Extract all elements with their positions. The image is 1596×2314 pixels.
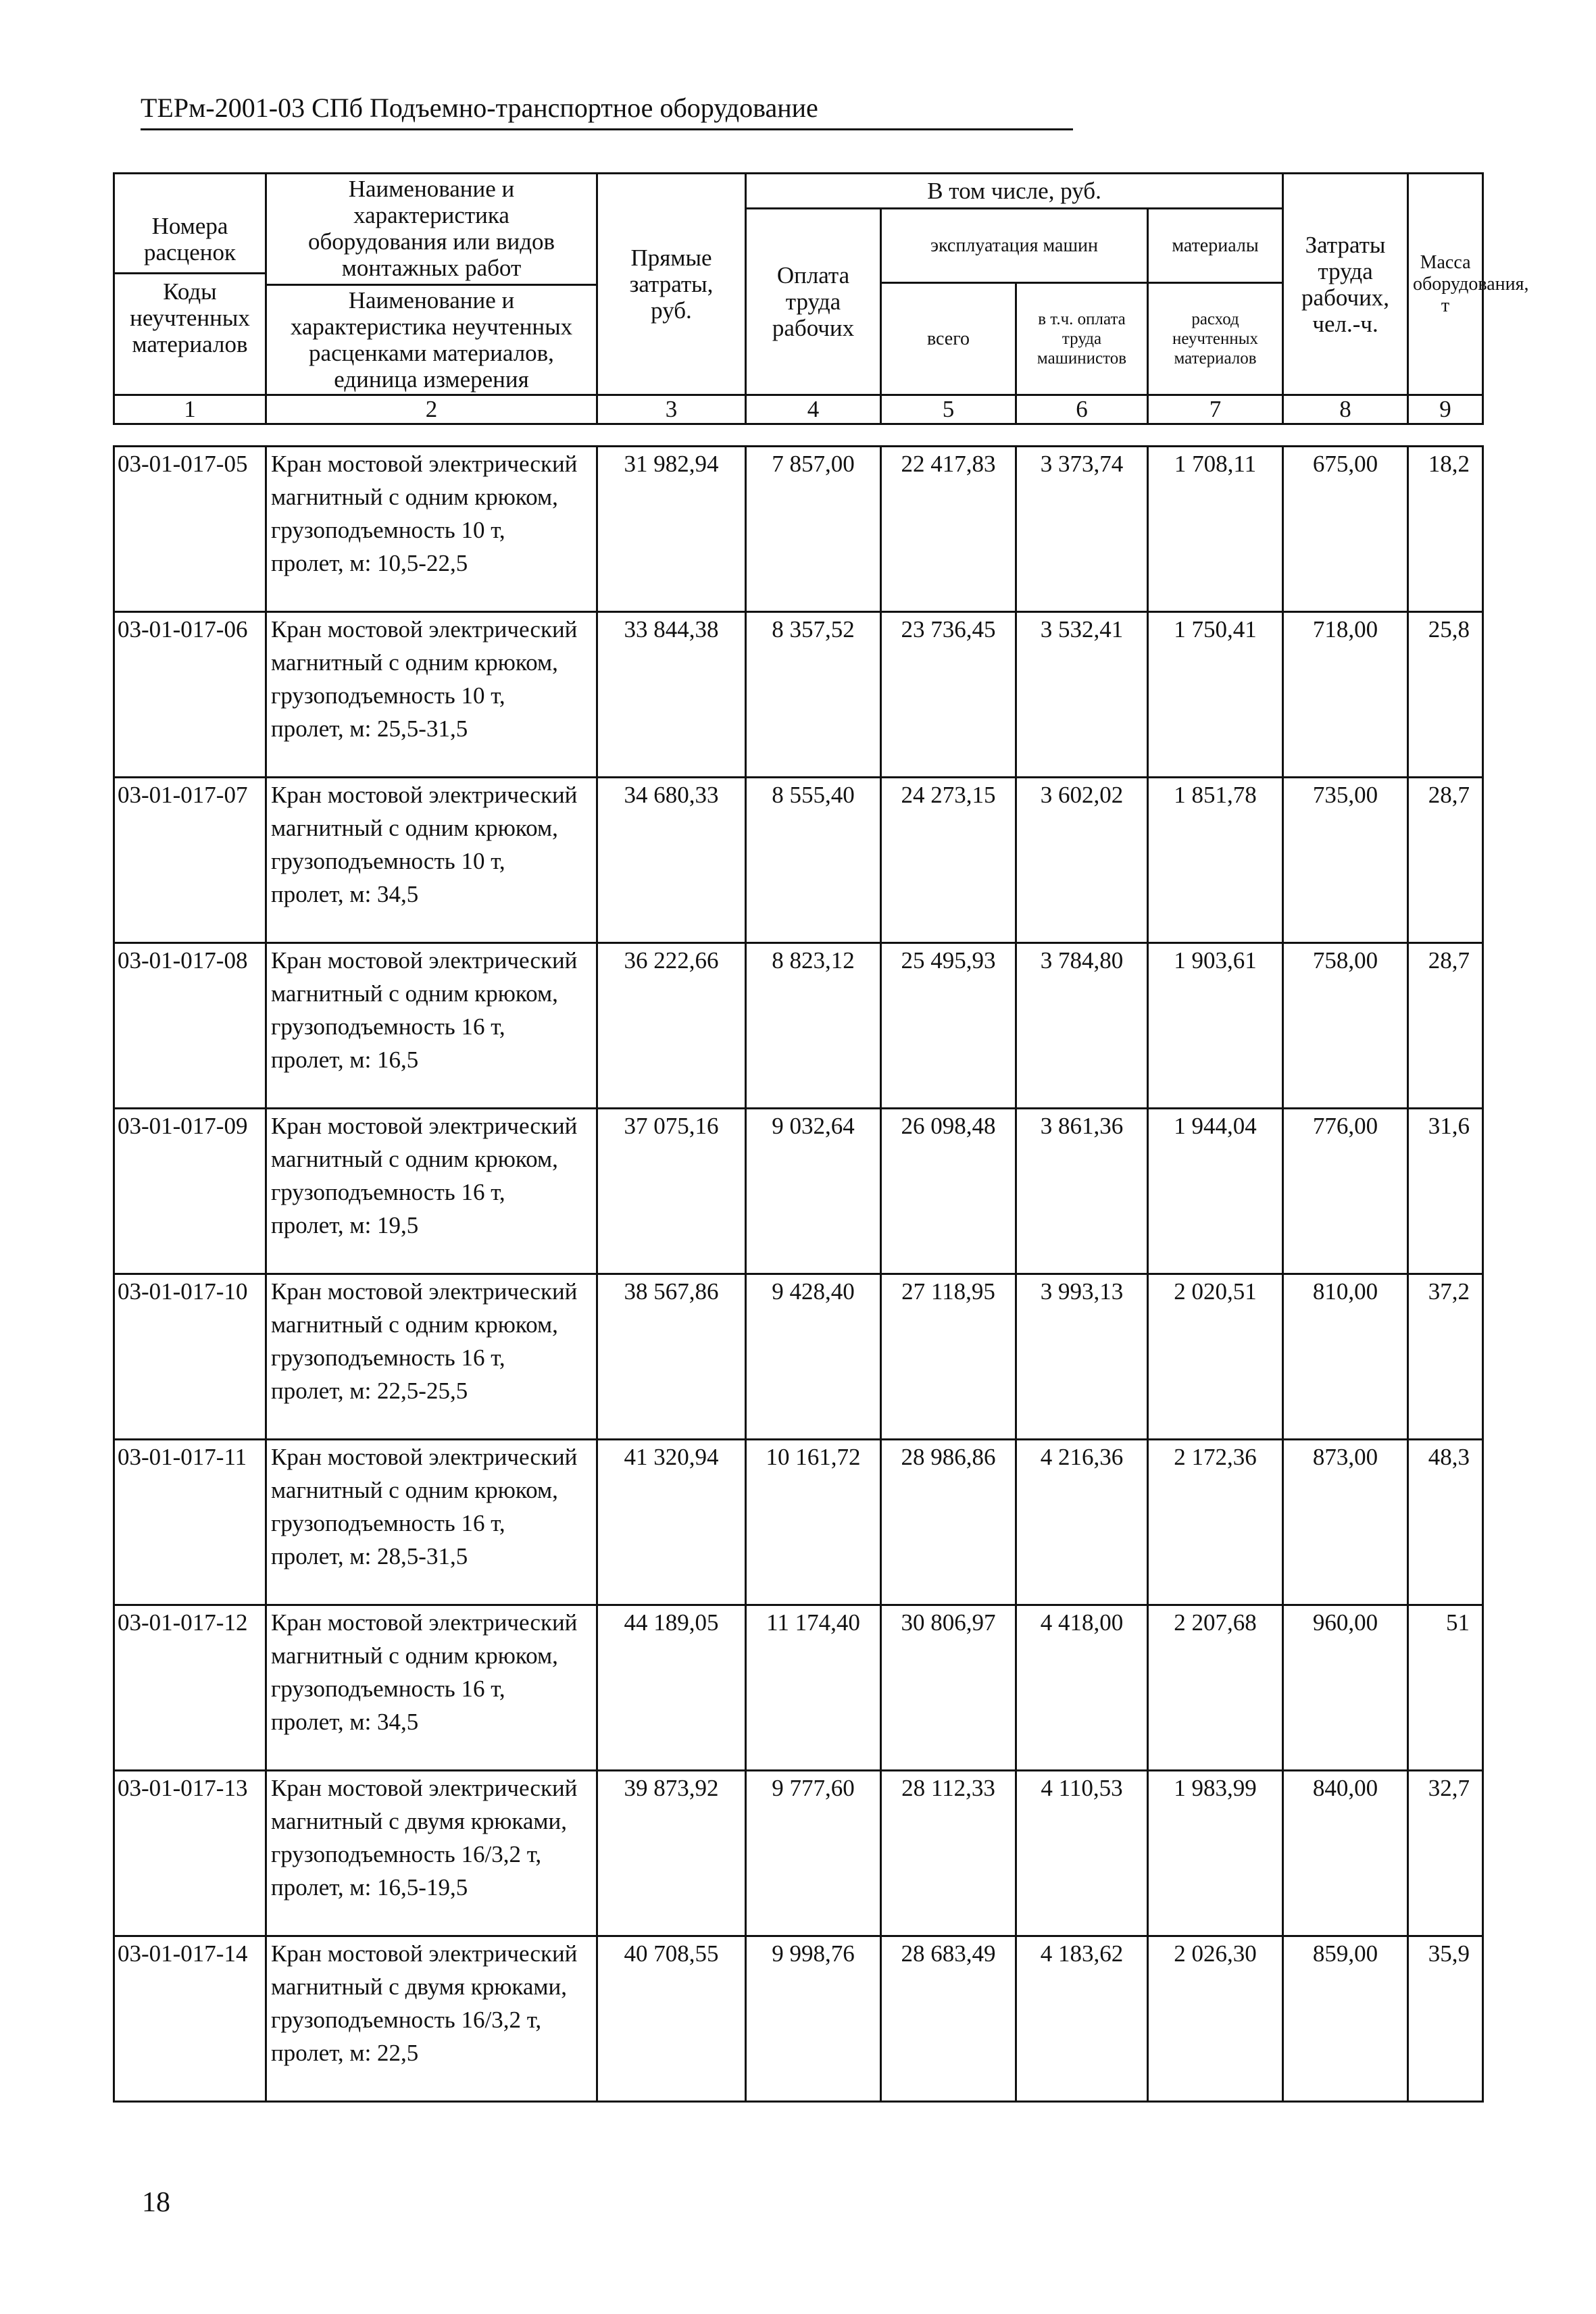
description-line: пролет, м: 16,5-19,5: [271, 1874, 468, 1901]
description-line: пролет, м: 34,5: [271, 1709, 419, 1735]
description-line: магнитный с одним крюком,: [271, 484, 558, 510]
description-line: Кран мостовой электрический: [271, 616, 578, 643]
row-materials: 1 903,61: [1148, 943, 1283, 1109]
header-codes: [114, 174, 266, 395]
row-worker-pay: 11 174,40: [746, 1605, 881, 1771]
row-operator-pay: 3 532,41: [1016, 612, 1148, 778]
description-line: пролет, м: 16,5: [271, 1047, 419, 1073]
row-direct-costs: 37 075,16: [597, 1109, 746, 1274]
row-labor-hours: 960,00: [1283, 1605, 1408, 1771]
row-mass: 18,2: [1408, 447, 1483, 612]
description-line: Кран мостовой электрический: [271, 1940, 578, 1967]
row-direct-costs: 31 982,94: [597, 447, 746, 612]
row-mass: 28,7: [1408, 943, 1483, 1109]
description-line: магнитный с двумя крюками,: [271, 1808, 568, 1834]
row-direct-costs: 36 222,66: [597, 943, 746, 1109]
row-materials: 1 983,99: [1148, 1771, 1283, 1936]
row-description: [266, 943, 597, 1109]
description-line: пролет, м: 19,5: [271, 1212, 419, 1238]
description-line: грузоподъемность 16 т,: [271, 1510, 505, 1536]
row-operator-pay: 3 602,02: [1016, 778, 1148, 943]
header-material-name: Наименование и характеристика неучтенных расценками материалов, единица измерения: [267, 284, 596, 394]
row-description: [266, 1109, 597, 1274]
row-operator-pay: 3 861,36: [1016, 1109, 1148, 1274]
row-materials: 2 172,36: [1148, 1440, 1283, 1605]
row-description: [266, 1440, 597, 1605]
row-operator-pay: 4 216,36: [1016, 1440, 1148, 1605]
row-materials: 2 020,51: [1148, 1274, 1283, 1440]
description-line: пролет, м: 34,5: [271, 881, 419, 907]
description-line: пролет, м: 22,5: [271, 2040, 419, 2066]
description-line: грузоподъемность 16/3,2 т,: [271, 1841, 542, 1867]
description-line: грузоподъемность 16 т,: [271, 1179, 505, 1205]
page-title: ТЕРм-2001-03 СПб Подъемно-транспортное оборудование: [141, 93, 818, 123]
row-description: [266, 612, 597, 778]
header-worker-pay: Оплата труда рабочих: [746, 209, 881, 395]
row-operator-pay: 4 418,00: [1016, 1605, 1148, 1771]
row-machine-total: 26 098,48: [881, 1109, 1016, 1274]
header-labor-hours: Затраты труда рабочих, чел.-ч.: [1283, 174, 1408, 395]
row-mass: 32,7: [1408, 1771, 1483, 1936]
row-worker-pay: 9 428,40: [746, 1274, 881, 1440]
row-mass: 31,6: [1408, 1109, 1483, 1274]
table-row: [114, 1440, 1483, 1605]
row-code: 03-01-017-11: [114, 1440, 266, 1605]
row-materials: 1 944,04: [1148, 1109, 1283, 1274]
header-material-consumption: расход неучтенных материалов: [1148, 283, 1283, 395]
row-machine-total: 24 273,15: [881, 778, 1016, 943]
row-description: [266, 1936, 597, 2102]
row-machine-total: 28 986,86: [881, 1440, 1016, 1605]
description-line: грузоподъемность 10 т,: [271, 848, 505, 874]
description-line: магнитный с одним крюком,: [271, 980, 558, 1007]
table-row: [114, 943, 1483, 1109]
header-equipment-name: Наименование и характеристика оборудования или видов монтажных работ: [307, 176, 555, 281]
table-row: [114, 447, 1483, 612]
row-worker-pay: 7 857,00: [746, 447, 881, 612]
row-description: [266, 778, 597, 943]
row-direct-costs: 40 708,55: [597, 1936, 746, 2102]
description-line: пролет, м: 28,5-31,5: [271, 1543, 468, 1569]
row-operator-pay: 3 784,80: [1016, 943, 1148, 1109]
col-number: 8: [1283, 395, 1408, 424]
header-rate-numbers: Номера расценок: [143, 212, 236, 266]
header-direct-costs: Прямые затраты, руб.: [597, 174, 746, 395]
row-machine-total: 28 683,49: [881, 1936, 1016, 2102]
row-mass: 37,2: [1408, 1274, 1483, 1440]
row-code: 03-01-017-13: [114, 1771, 266, 1936]
row-mass: 28,7: [1408, 778, 1483, 943]
row-operator-pay: 4 183,62: [1016, 1936, 1148, 2102]
description-line: магнитный с одним крюком,: [271, 1642, 558, 1669]
row-direct-costs: 34 680,33: [597, 778, 746, 943]
description-line: магнитный с двумя крюками,: [271, 1973, 568, 2000]
col-number: 3: [597, 395, 746, 424]
row-machine-total: 27 118,95: [881, 1274, 1016, 1440]
row-direct-costs: 41 320,94: [597, 1440, 746, 1605]
header-materials: материалы: [1148, 209, 1283, 283]
table-row: [114, 1109, 1483, 1274]
row-operator-pay: 3 993,13: [1016, 1274, 1148, 1440]
row-description: [266, 1605, 597, 1771]
rates-table: [113, 172, 1529, 2103]
row-operator-pay: 3 373,74: [1016, 447, 1148, 612]
description-line: грузоподъемность 16 т,: [271, 1013, 505, 1040]
description-line: грузоподъемность 16 т,: [271, 1676, 505, 1702]
row-machine-total: 28 112,33: [881, 1771, 1016, 1936]
row-machine-total: 22 417,83: [881, 447, 1016, 612]
header-operator-pay: в т.ч. оплата труда машинистов: [1016, 283, 1148, 395]
header-equipment-mass: Масса оборудования, т: [1408, 174, 1483, 395]
row-mass: 35,9: [1408, 1936, 1483, 2102]
header-names: [266, 174, 597, 395]
spacer: [114, 424, 1483, 447]
row-worker-pay: 8 357,52: [746, 612, 881, 778]
row-direct-costs: 33 844,38: [597, 612, 746, 778]
table-row: [114, 1936, 1483, 2102]
row-code: 03-01-017-14: [114, 1936, 266, 2102]
table-row: [114, 1274, 1483, 1440]
col-number: 1: [114, 395, 266, 424]
row-materials: 1 708,11: [1148, 447, 1283, 612]
col-number: 9: [1408, 395, 1483, 424]
description-line: Кран мостовой электрический: [271, 1775, 578, 1801]
description-line: магнитный с одним крюком,: [271, 1477, 558, 1503]
row-description: [266, 1274, 597, 1440]
page-header: [141, 89, 1073, 130]
table-row: [114, 1605, 1483, 1771]
row-labor-hours: 718,00: [1283, 612, 1408, 778]
col-number: 7: [1148, 395, 1283, 424]
row-code: 03-01-017-10: [114, 1274, 266, 1440]
row-materials: 1 750,41: [1148, 612, 1283, 778]
table-row: [114, 1771, 1483, 1936]
row-labor-hours: 873,00: [1283, 1440, 1408, 1605]
row-direct-costs: 39 873,92: [597, 1771, 746, 1936]
row-description: [266, 447, 597, 612]
col-number: 5: [881, 395, 1016, 424]
row-labor-hours: 810,00: [1283, 1274, 1408, 1440]
description-line: грузоподъемность 16 т,: [271, 1344, 505, 1371]
col-number: 2: [266, 395, 597, 424]
row-labor-hours: 675,00: [1283, 447, 1408, 612]
row-labor-hours: 735,00: [1283, 778, 1408, 943]
row-machine-total: 23 736,45: [881, 612, 1016, 778]
header-including: В том числе, руб.: [746, 174, 1283, 209]
table-row: [114, 612, 1483, 778]
row-description: [266, 1771, 597, 1936]
description-line: пролет, м: 10,5-22,5: [271, 550, 468, 576]
description-line: Кран мостовой электрический: [271, 1113, 578, 1139]
row-materials: 2 207,68: [1148, 1605, 1283, 1771]
row-labor-hours: 840,00: [1283, 1771, 1408, 1936]
row-code: 03-01-017-07: [114, 778, 266, 943]
description-line: пролет, м: 22,5-25,5: [271, 1378, 468, 1404]
row-worker-pay: 9 777,60: [746, 1771, 881, 1936]
header-machine-total: всего: [881, 283, 1016, 395]
row-labor-hours: 758,00: [1283, 943, 1408, 1109]
description-line: магнитный с одним крюком,: [271, 1146, 558, 1172]
row-code: 03-01-017-09: [114, 1109, 266, 1274]
row-code: 03-01-017-12: [114, 1605, 266, 1771]
row-worker-pay: 8 555,40: [746, 778, 881, 943]
description-line: Кран мостовой электрический: [271, 782, 578, 808]
description-line: Кран мостовой электрический: [271, 1444, 578, 1470]
table-row: [114, 778, 1483, 943]
row-worker-pay: 9 998,76: [746, 1936, 881, 2102]
row-direct-costs: 44 189,05: [597, 1605, 746, 1771]
row-worker-pay: 9 032,64: [746, 1109, 881, 1274]
row-code: 03-01-017-05: [114, 447, 266, 612]
description-line: магнитный с одним крюком,: [271, 815, 558, 841]
col-number: 4: [746, 395, 881, 424]
description-line: грузоподъемность 10 т,: [271, 682, 505, 709]
row-code: 03-01-017-08: [114, 943, 266, 1109]
header-machine-operation: эксплуатация машин: [881, 209, 1148, 283]
description-line: магнитный с одним крюком,: [271, 1311, 558, 1338]
row-code: 03-01-017-06: [114, 612, 266, 778]
description-line: грузоподъемность 16/3,2 т,: [271, 2007, 542, 2033]
row-labor-hours: 776,00: [1283, 1109, 1408, 1274]
row-mass: 51: [1408, 1605, 1483, 1771]
description-line: Кран мостовой электрический: [271, 451, 578, 477]
row-worker-pay: 8 823,12: [746, 943, 881, 1109]
description-line: магнитный с одним крюком,: [271, 649, 558, 676]
row-direct-costs: 38 567,86: [597, 1274, 746, 1440]
row-machine-total: 30 806,97: [881, 1605, 1016, 1771]
row-worker-pay: 10 161,72: [746, 1440, 881, 1605]
row-materials: 2 026,30: [1148, 1936, 1283, 2102]
description-line: Кран мостовой электрический: [271, 1609, 578, 1636]
description-line: пролет, м: 25,5-31,5: [271, 715, 468, 742]
row-labor-hours: 859,00: [1283, 1936, 1408, 2102]
header-material-codes: Коды неучтенных материалов: [115, 272, 265, 360]
description-line: грузоподъемность 10 т,: [271, 517, 505, 543]
page-number: 18: [142, 2187, 170, 2218]
row-materials: 1 851,78: [1148, 778, 1283, 943]
row-machine-total: 25 495,93: [881, 943, 1016, 1109]
row-operator-pay: 4 110,53: [1016, 1771, 1148, 1936]
description-line: Кран мостовой электрический: [271, 947, 578, 974]
col-number: 6: [1016, 395, 1148, 424]
row-mass: 48,3: [1408, 1440, 1483, 1605]
description-line: Кран мостовой электрический: [271, 1278, 578, 1305]
row-mass: 25,8: [1408, 612, 1483, 778]
